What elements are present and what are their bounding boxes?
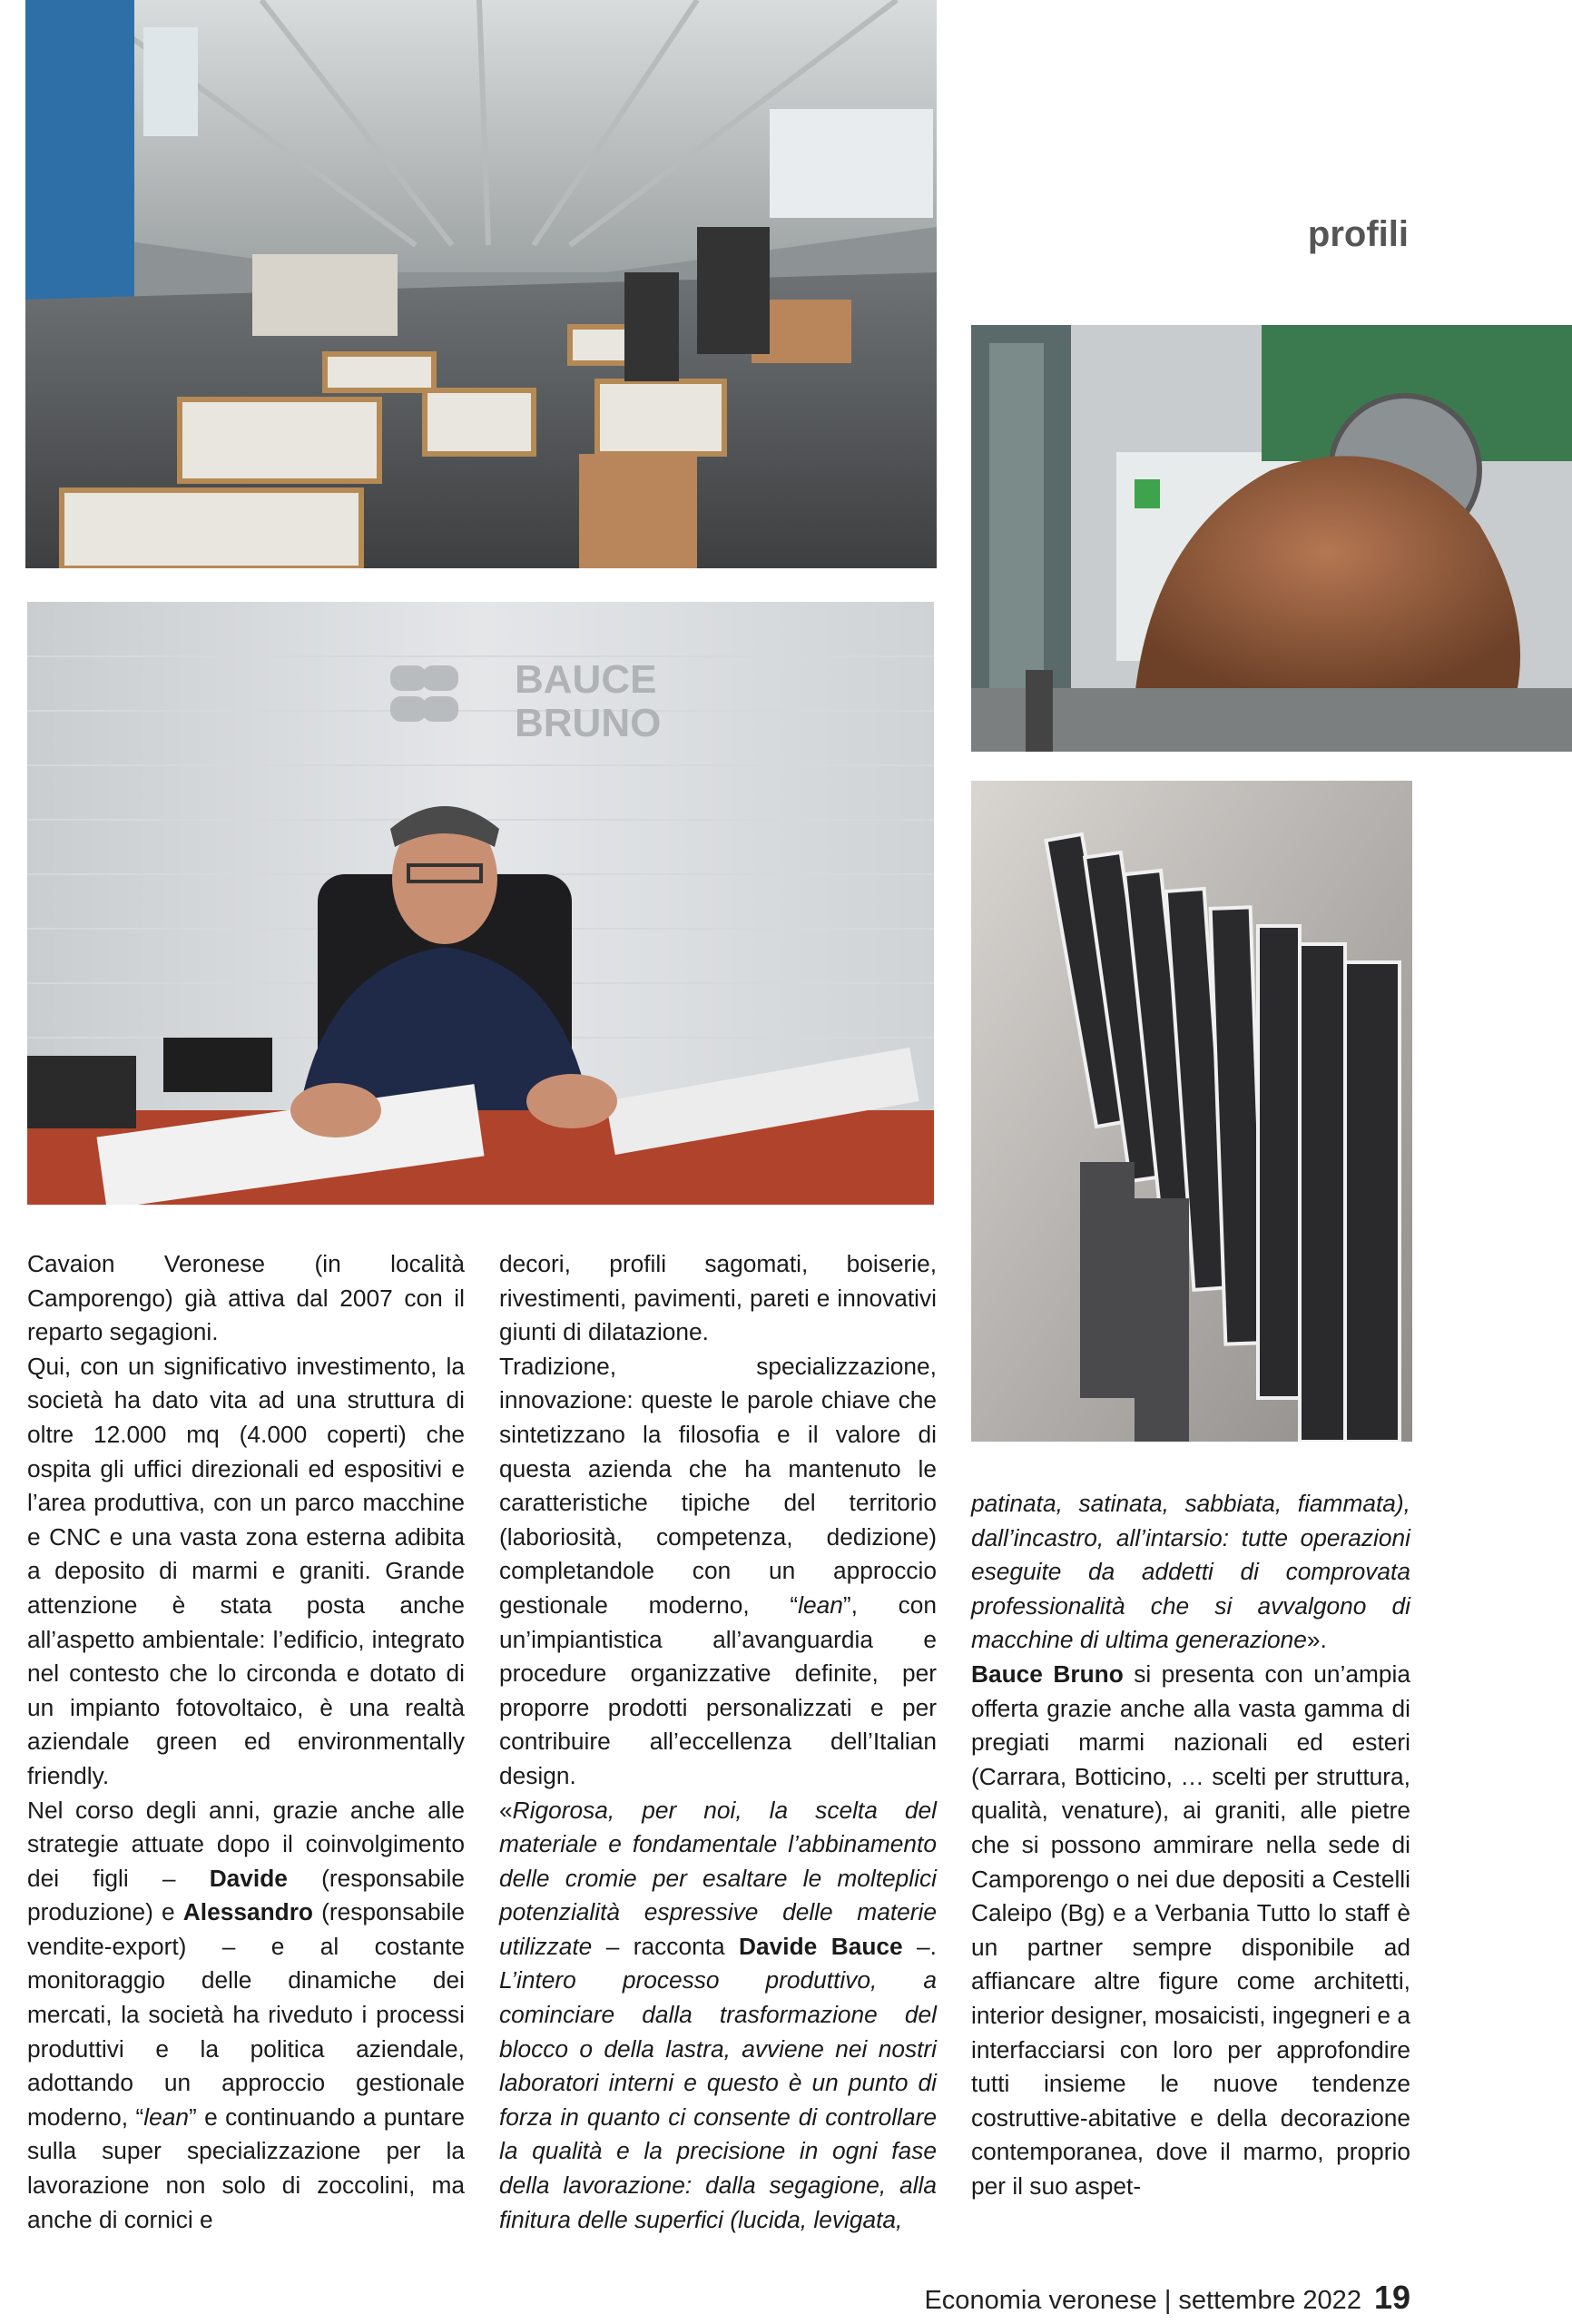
paragraph: Qui, con un significativo investimento, la società ha dato vita ad una struttura di oltre 12.000 mq (4.000 coperti) che ospita gli uffici direzionali ed espositivi e l’area produttiva, con un parco macchine e CNC e una vasta zona esterna adibita a deposito di marmi e graniti. Grande attenzione è stata posta anche all’aspetto ambientale: l’edificio, integrato nel contesto che lo circonda e dotato di un impianto fotovoltaico, è una realtà aziendale green ed environmentally friendly. bbox=[27, 1352, 465, 1789]
section-label: profili bbox=[1307, 214, 1409, 254]
stone-slabs-image-icon bbox=[971, 781, 1412, 1442]
office-photo bbox=[27, 602, 934, 1205]
name-davide: Davide bbox=[209, 1864, 288, 1892]
paragraph: Bauce Bruno si presenta con un’ampia offerta grazie anche alla vasta gamma di pregiati marmi nazionali ed esteri (Carrara, Botticino, … scelti per struttura, qualità, venature), ai graniti, alle pietre che si possono ammirare nella sede di Camporengo o nei due depositi a Cestelli Caleipo (Bg) e a Verbania Tutto lo staff è un partner sempre disponibile ad affiancare altre figure come architetti, interior designer, mosaicisti, ingegneri e a interfacciarsi con loro per approfondire tutti insieme le nuove tendenze costruttive-abitative e della decorazione contemporanea, dove il marmo, proprio per il suo aspet- bbox=[971, 1659, 1411, 2200]
stone-slabs-photo bbox=[971, 781, 1412, 1442]
warehouse-image-icon bbox=[25, 0, 937, 568]
paragraph: Nel corso degli anni, grazie anche alle strategie attuate dopo il coinvolgimento dei figli – Davide (responsabile produzione) e Alessandro (responsabile vendite-export) – e al costante monitoraggio delle dinamiche dei mercati, la società ha riveduto i processi produttivi e la politica aziendale, adottando un approccio gestionale moderno, “lean” e continuando a puntare sulla super specializzazione per la lavorazione non solo di zoccolini, ma anche di cornici e bbox=[27, 1796, 465, 2233]
quote-paragraph: «Rigorosa, per noi, la scelta del materiale e fondamentale l’abbinamento delle cromie per esaltare le molteplici potenzialità espressive delle materie utilizzate – racconta Davide Bauce –. L’intero processo produttivo, a cominciare dalla trasformazione del blocco o della lastra, avviene nei nostri laboratori interni e questo è un punto di forza in quanto ci consente di controllare la qualità e la precisione in ogni fase della lavorazione: dalla segagione, alla finitura delle superfici (lucida, levigata, bbox=[499, 1796, 937, 2233]
logo-text-line2: BRUNO bbox=[515, 701, 662, 745]
stone-cutting-photo bbox=[971, 325, 1572, 752]
company-name: Bauce Bruno bbox=[971, 1659, 1124, 1688]
paragraph: Cavaion Veronese (in località Camporengo) già attiva dal 2007 con il reparto segagioni. bbox=[27, 1250, 465, 1346]
magazine-issue: Economia veronese | settembre 2022 bbox=[924, 2286, 1361, 2315]
page-number: 19 bbox=[1373, 2279, 1410, 2316]
stone-block-image-icon bbox=[971, 325, 1572, 752]
name-alessandro: Alessandro bbox=[182, 1898, 313, 1926]
quote-paragraph: patinata, satinata, sabbiata, fiammata), dall’incastro, all’intarsio: tutte operazioni eseguite da addetti di comprovata professionalità che si avvalgono di macchine di ultima generazione». bbox=[971, 1490, 1410, 1654]
paragraph: Tradizione, specializzazione, innovazione: queste le parole chiave che sintetizzano la filosofia e il valore di questa azienda che ha mantenuto le caratteristiche tipiche del territorio (laboriosità, competenza, dedizione) completandole con un approccio gestionale moderno, “lean”, con un’impiantistica all’avanguardia e procedure organizzative definite, per proporre prodotti personalizzati e per contribuire all’eccellenza dell’Italian design. bbox=[499, 1352, 937, 1789]
paragraph: decori, profili sagomati, boiserie, rivestimenti, pavimenti, pareti e innovativi giunti di dilatazione. bbox=[499, 1250, 937, 1346]
name-davide-bauce: Davide Bauce bbox=[739, 1932, 903, 1960]
text-column-3 bbox=[971, 1487, 1410, 2203]
logo-text-line1: BAUCE bbox=[515, 657, 657, 702]
text-column-1 bbox=[27, 1247, 465, 2237]
text-column-2 bbox=[499, 1247, 937, 2237]
warehouse-photo bbox=[25, 0, 937, 568]
page-footer bbox=[924, 2279, 1410, 2317]
office-image-icon bbox=[27, 602, 934, 1205]
